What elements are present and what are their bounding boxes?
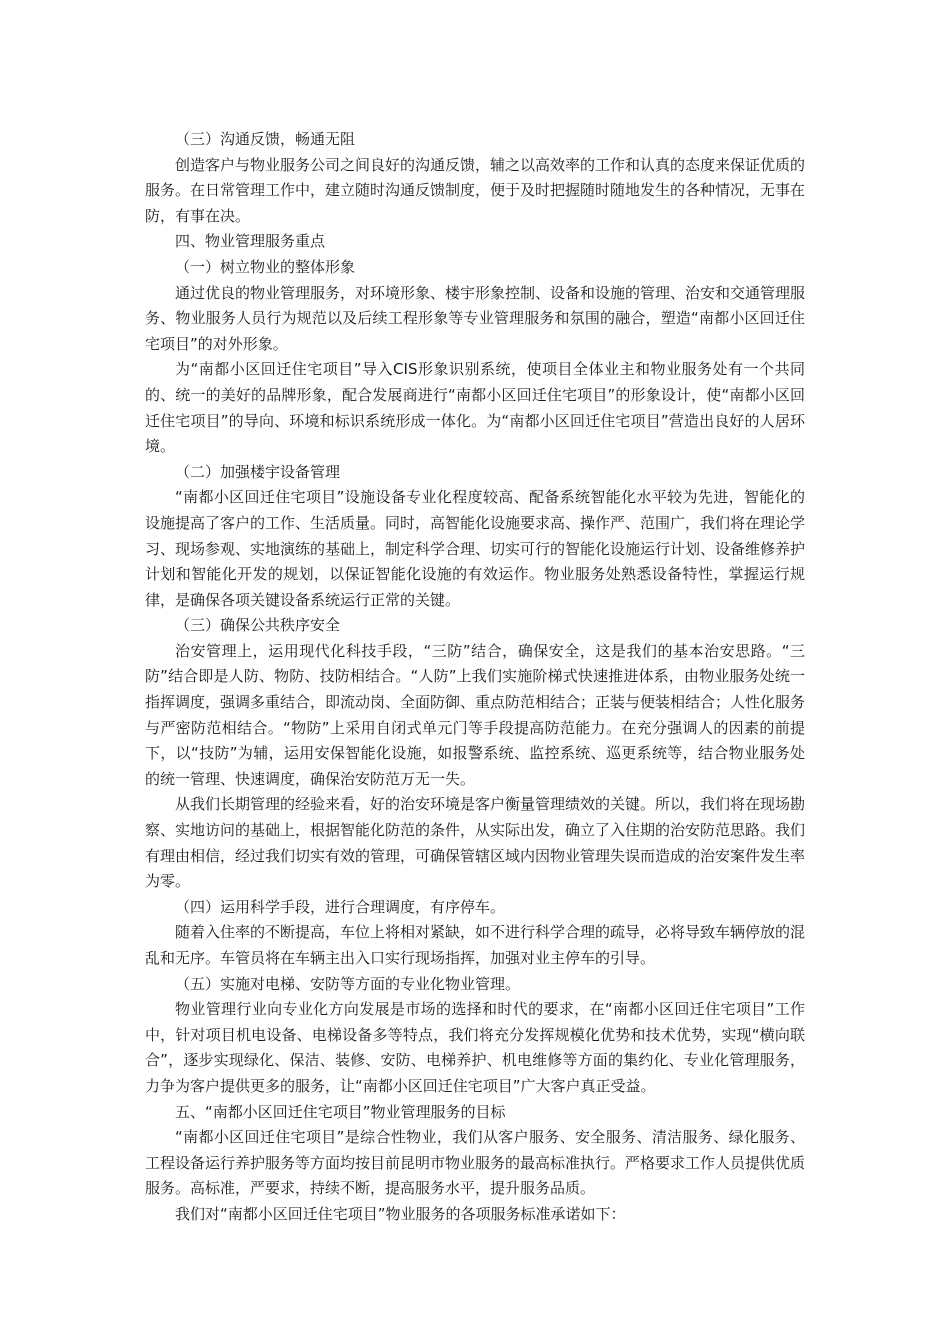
paragraph-communication-feedback: 创造客户与物业服务公司之间良好的沟通反馈，辅之以高效率的工作和认真的态度来保证优质的服务。在日常管理工作中，建立随时沟通反馈制度，便于及时把握随时随地发生的各种情况，无事在防，有事在决。 bbox=[145, 155, 806, 225]
section-heading-service-focus: 四、物业管理服务重点 bbox=[175, 232, 326, 251]
section-heading-service-goals: 五、“南都小区回迁住宅项目”物业管理服务的目标 bbox=[175, 1102, 506, 1121]
paragraph-parking: 随着入住率的不断提高，车位上将相对紧缺，如不进行科学合理的疏导，必将导致车辆停放的混乱和无序。车管员将在车辆主出入口实行现场指挥，加强对业主停车的引导。 bbox=[145, 923, 806, 967]
document-body bbox=[145, 127, 805, 1228]
paragraph-equipment-management: “南都小区回迁住宅项目”设施设备专业化程度较高、配备系统智能化水平较为先进，智能化的设施提高了客户的工作、生活质量。同时，高智能化设施要求高、操作严、范围广，我们将在理论学习、现场参观、实地演练的基础上，制定科学合理、切实可行的智能化设施运行计划、设备维修养护计划和智能化开发的规划，以保证智能化设施的有效运作。物业服务处熟悉设备特性，掌握运行规律，是确保各项关键设备系统运行正常的关键。 bbox=[145, 488, 806, 609]
subheading-equipment-management: （二）加强楼宇设备管理 bbox=[175, 462, 341, 481]
subheading-parking: （四）运用科学手段，进行合理调度，有序停车。 bbox=[175, 897, 506, 916]
paragraph-cis-system: 为“南都小区回迁住宅项目”导入CIS形象识别系统，使项目全体业主和物业服务处有一个共同的、统一的美好的品牌形象，配合发展商进行“南都小区回迁住宅项目”的形象设计，使“南都小区回迁住宅项目”的导向、环境和标识系统形成一体化。为“南都小区回迁住宅项目”营造出良好的人居环境。 bbox=[145, 360, 805, 456]
paragraph-security-experience: 从我们长期管理的经验来看，好的治安环境是客户衡量管理绩效的关键。所以，我们将在现场勘察、实地访问的基础上，根据智能化防范的条件，从实际出发，确立了入住期的治安防范思路。我们有理由相信，经过我们切实有效的管理，可确保管辖区域内因物业管理失误而造成的治安案件发生率为零。 bbox=[145, 795, 806, 891]
paragraph-service-commitment: 我们对“南都小区回迁住宅项目”物业服务的各项服务标准承诺如下： bbox=[175, 1204, 626, 1223]
paragraph-security-management: 治安管理上，运用现代化科技手段，“三防”结合，确保安全，这是我们的基本治安思路。“三防”结合即是人防、物防、技防相结合。“人防”上我们实施阶梯式快速推进体系，由物业服务处统一指挥调度，强调多重结合，即流动岗、全面防御、重点防范相结合；正装与便装相结合；人性化服务与严密防范相结合。“物防”上采用自闭式单元门等手段提高防范能力。在充分强调人的因素的前提下，以“技防”为辅，运用安保智能化设施，如报警系统、监控系统、巡更系统等，结合物业服务处的统一管理、快速调度，确保治安防范万无一失。 bbox=[145, 641, 806, 788]
subheading-communication-feedback: （三）沟通反馈，畅通无阻 bbox=[175, 130, 356, 148]
paragraph-professional-management: 物业管理行业向专业化方向发展是市场的选择和时代的要求，在“南都小区回迁住宅项目”工作中，针对项目机电设备、电梯设备多等特点，我们将充分发挥规模化优势和技术优势，实现“横向联合”，逐步实现绿化、保洁、装修、安防、电梯养护、机电维修等方面的集约化、专业化管理服务，力争为客户提供更多的服务，让“南都小区回迁住宅项目”广大客户真正受益。 bbox=[145, 1000, 805, 1095]
subheading-overall-image: （一）树立物业的整体形象 bbox=[175, 257, 356, 276]
subheading-public-order-safety: （三）确保公共秩序安全 bbox=[175, 616, 341, 635]
paragraph-service-goals: “南都小区回迁住宅项目”是综合性物业，我们从客户服务、安全服务、清洁服务、绿化服务、工程设备运行养护服务等方面均按目前昆明市物业服务的最高标准执行。严格要求工作人员提供优质服务。高标准，严要求，持续不断，提高服务水平，提升服务品质。 bbox=[145, 1128, 806, 1198]
paragraph-overall-image: 通过优良的物业管理服务，对环境形象、楼宇形象控制、设备和设施的管理、治安和交通管理服务、物业服务人员行为规范以及后续工程形象等专业管理服务和氛围的融合，塑造“南都小区回迁住宅项目”的对外形象。 bbox=[145, 283, 806, 353]
subheading-professional-management: （五）实施对电梯、安防等方面的专业化物业管理。 bbox=[175, 974, 521, 993]
